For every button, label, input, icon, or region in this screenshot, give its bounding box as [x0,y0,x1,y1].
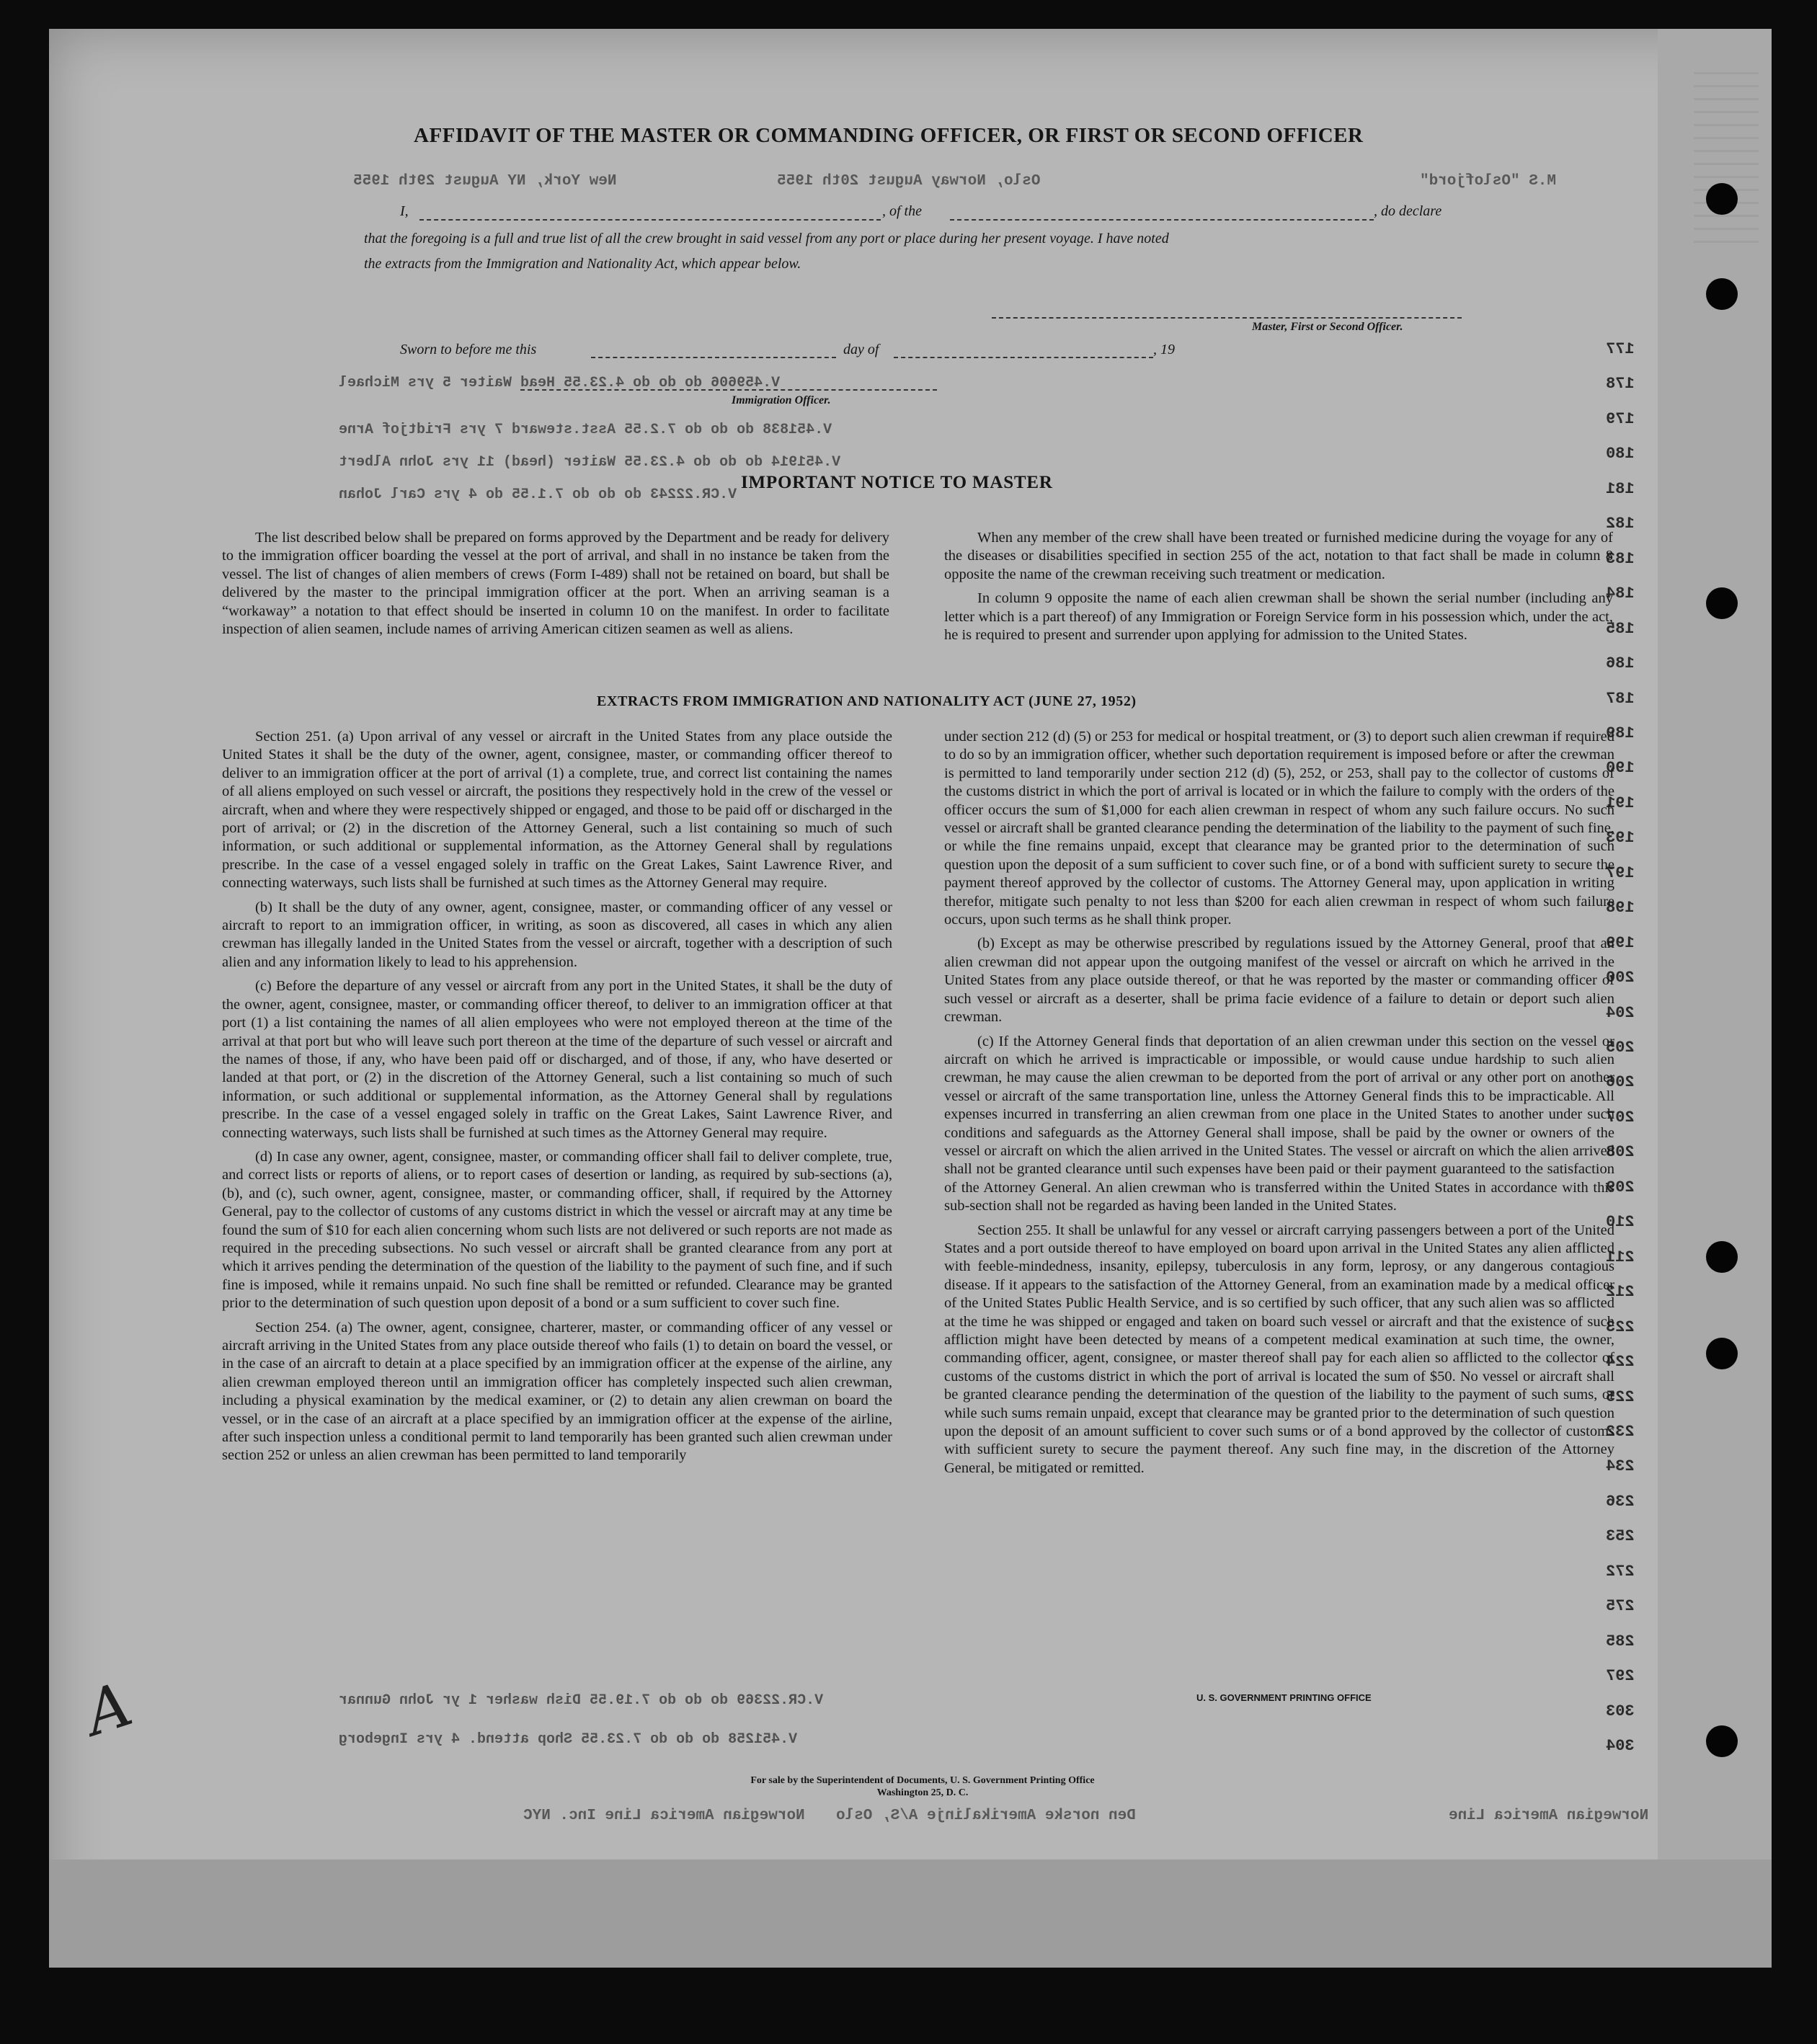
section-251-b: (b) It shall be the duty of any owner, agent, consignee, master, or commanding officer of any vessel or aircraft to report to an immigration officer, in writing, as soon as discovered, all cases in which any alien crewman has illegally landed in the United States from the vessel or aircraft, together with a description of such alien and any information likely to lead to his apprehension. [222,899,892,970]
sworn-label: Sworn to before me this [400,342,537,357]
bleed-through-row-number: 177 [1606,340,1635,358]
year-label: , 19 [1153,342,1175,357]
bleed-through-row-number: 197 [1606,863,1635,882]
extracts-heading: EXTRACTS FROM IMMIGRATION AND NATIONALITY ACT (JUNE 27, 1952) [597,693,1137,709]
i-label: I, [400,203,409,219]
typed-ship-name: M.S "Oslofjord" [1420,173,1557,190]
bleed-through-row-number: 223 [1606,1318,1635,1336]
bleed-through-row-number: 212 [1606,1283,1635,1302]
bleed-through-row-number: 303 [1606,1702,1635,1720]
affidavit-title: AFFIDAVIT OF THE MASTER OR COMMANDING OFFICER, OR FIRST OR SECOND OFFICER [414,124,1364,147]
bleed-through-row-number: 199 [1606,933,1635,952]
bleed-through-header-marks [1694,72,1759,245]
bleed-through-row-number: 185 [1606,619,1635,638]
bleed-through-row-number: 204 [1606,1003,1635,1022]
signature-line [992,317,1462,319]
signature-label: Master, First or Second Officer. [1252,321,1403,333]
punch-hole [1706,1338,1738,1369]
bleed-through-row-number: 205 [1606,1039,1635,1057]
name-line [419,219,881,221]
gpo-stamp: U. S. GOVERNMENT PRINTING OFFICE [1196,1692,1372,1703]
notice-left-paragraph: The list described below shall be prepared on forms approved by the Department and be ready for delivery to the immigration officer boarding the vessel at the port of arrival, and shall in no instance be taken from the vessel. The list of changes of alien members of crews (Form I-489) shall not be retained on board, but shall be delivered by the master to the principal immigration officer at the port. When an arriving seaman is a “workaway” a notation to that effect should be inserted in column 10 on the manifest. In order to facilitate inspection of alien seamen, include names of arriving American citizen seamen as well as aliens. [222,530,889,638]
typed-agent-1: Norwegian America Line [1449,1808,1649,1824]
bleed-through-row-number: 234 [1606,1457,1635,1476]
footer [649,1774,1196,1799]
paper-bottom-margin [49,1859,1772,1968]
typed-agent-3: Norwegian America Line Inc. NYC [523,1808,805,1824]
declaration-line-1: that the foregoing is a full and true list of all the crew brought in said vessel from any port or place during her present voyage. I have noted [364,231,1169,246]
bleed-through-row-number: 253 [1606,1527,1635,1546]
day-of-label: day of [843,342,879,357]
bleed-through-row-number: 285 [1606,1632,1635,1650]
notice-right-paragraph-1: When any member of the crew shall have been treated or furnished medicine during the voyage for any of the diseases or disabilities specified in section 255 of the act, notation to that fact shall be made in column 8 opposite the name of the crewman receiving such treatment or medication. [944,530,1613,582]
section-254-c: (c) If the Attorney General finds that deportation of an alien crewman under this section on the vessel or aircraft on which he arrived is impracticable or impossible, or would cause undue hardship to such alien crewman, he may cause the alien crewman to be deported from the port of arrival or any other port on another vessel or aircraft of the same transportation line, unless the Attorney General finds this to be impracticable. All expenses incurred in transferring an alien crewman from one place in the United States to another under such conditions and safeguards as the Attorney General shall impose, shall be paid by the owner or owners of the vessel or aircraft on which the alien arrived in the United States. The vessel or aircraft on which the alien arrived shall not be granted clearance until such expenses have been paid or their payment guaranteed to the satisfaction of the Attorney General. An alien crewman who is transferred within the United States in accordance with this sub-section shall not be regarded as having been landed in the United States. [944,1033,1614,1214]
section-254-b: (b) Except as may be otherwise prescribed by regulations issued by the Attorney General, proof that an alien crewman did not appear upon the outgoing manifest of the vessel or aircraft on which he arrived in the United States from any place outside thereof, or that he was reported by the master or commanding officer of such vessel or aircraft as a deserter, shall be prima facie evidence of a failure to detain or deport such alien crewman. [944,936,1614,1026]
bleed-through-row-number: 304 [1606,1737,1635,1755]
notice-right-column [944,529,1613,650]
notice-left-column [222,529,889,644]
punch-hole [1706,278,1738,310]
notice-right-paragraph-2: In column 9 opposite the name of each alien crewman shall be shown the serial number (including any letter which is a part thereof) of any Immigration or Foreign Service form in his possession which, under the act, he is required to present and surrender upon applying for admission to the United States. [944,590,1613,644]
bleed-through-row-number: 183 [1606,549,1635,568]
bleed-through-row-number: 189 [1606,724,1635,742]
section-255: Section 255. It shall be unlawful for any vessel or aircraft carrying passengers between a port of the United States and a port outside thereof to have employed on board upon arrival in the United States any alien afflicted with feeble-mindedness, insanity, epilepsy, tuberculosis in any form, leprosy, or any dangerous contagious disease. If it appears to the satisfaction of the Attorney General, from an examination made by a medical officer of the United States Public Health Service, and is so certified by such officer, that any such alien was so afflicted at the time he was shipped or engaged and taken on board such vessel or aircraft and that the existence of such affliction might have been detected by means of a competent medical examination at such time, the owner, commanding officer, agent, consignee, or master thereof shall pay for each alien so afflicted to the collector of customs of the customs district in which the port of arrival is located the sum of $50. No vessel or aircraft shall be granted clearance pending the determination of the question of the liability to the payment of such sums, or while such sums remain unpaid, except that clearance may be granted prior to the determination of such question upon the deposit of an amount sufficient to cover such sums or of a bond approved by the collector of customs with sufficient surety to secure the payment thereof. Any such fine may, in the discretion of the Attorney General, be mitigated or remitted. [944,1222,1614,1476]
bleed-through-row-number: 179 [1606,409,1635,428]
bleed-through-row-number: 224 [1606,1353,1635,1372]
vessel-line [950,219,1374,221]
section-251-c: (c) Before the departure of any vessel or aircraft from any port in the United States, it shall be the duty of the owner, agent, consignee, master, or commanding officer thereof, to deliver to an immigration officer at that port (1) a list containing the names of all alien employees who were not employed thereon at the time of the arrival at that port but who will leave such port thereon at the time of the departure of such vessel or aircraft and the names of those, if any, who have been paid off or discharged, and of those, if any, who have deserted or landed at that port, or (2) in the discretion of the Attorney General, such a list containing so much of such information, or such additional or supplemental information, as the Attorney General shall by regulations prescribe. In the case of a vessel engaged solely in traffic on the Great Lakes, Saint Lawrence River, and connecting waterways, such lists shall be furnished at such times as the Attorney General may require. [222,978,892,1141]
bleed-through-row-number: 207 [1606,1108,1635,1127]
bleed-through-row-number: 193 [1606,829,1635,848]
bleed-through-row-number: 184 [1606,585,1635,603]
bleed-through-row-number: 190 [1606,759,1635,778]
bleed-through-row-number: 272 [1606,1562,1635,1581]
bleed-through-row: V.CR.22369 do do do 7.19.55 Dish washer 1 yr John Gunnar [339,1692,824,1709]
extracts-right-column [944,728,1614,1483]
sworn-month-line [894,357,1153,358]
bleed-through-row-number: 225 [1606,1387,1635,1406]
bleed-through-row-number: 297 [1606,1667,1635,1686]
sworn-day-line [591,357,836,358]
of-the-label: , of the [882,203,922,219]
bleed-through-row-number: 206 [1606,1073,1635,1092]
bleed-through-row-number: 198 [1606,899,1635,917]
section-254-a: Section 254. (a) The owner, agent, consignee, charterer, master, or commanding officer of any vessel or aircraft arriving in the United States from any place outside thereof who fails (1) to detain on board the vessel, or in the case of an aircraft to detain at a place specified by an immigration officer at the expense of the airline, any alien crewman employed thereon until an immigration officer has completely inspected such alien crewman, including a physical examination by the medical examiner, or (2) to detain any alien crewman on board the vessel, or in the case of an aircraft at a place specified by an immigration officer at the expense of the airline, after such inspection unless a conditional permit to land temporarily has been granted such alien crewman under section 252 or unless an alien crewman has been permitted to land temporarily [222,1319,892,1464]
bleed-through-row-number: 191 [1606,794,1635,812]
bleed-through-row-number: 211 [1606,1248,1635,1266]
bleed-through-row: V.451914 do do do 4.23.55 Waiter (head) 11 yrs John Albert [339,454,841,471]
punch-hole [1706,1241,1738,1273]
bleed-through-row-number: 210 [1606,1213,1635,1232]
notice-heading: IMPORTANT NOTICE TO MASTER [741,473,1053,492]
typed-agent-2: Den norske Amerikalinje A/S, Oslo [836,1808,1136,1824]
typed-arrival-place: New York, NY August 29th 1955 [353,173,617,190]
bleed-through-row-number: 187 [1606,689,1635,708]
typed-departure-place: Oslo, Norway August 20th 1955 [777,173,1041,190]
paper-right-edge [1658,29,1772,1968]
bleed-through-row-number: 181 [1606,479,1635,498]
bleed-through-row: V.459606 do do do 4.23.55 Head Waiter 5 yrs Michael [339,375,781,391]
punch-hole [1706,183,1738,215]
bleed-through-row-number: 186 [1606,654,1635,673]
bleed-through-row-number: 180 [1606,445,1635,463]
section-254-a-continued: under section 212 (d) (5) or 253 for medical or hospital treatment, or (3) to deport such alien crewman if required to do so by an immigration officer, whether such deportation requirement is imposed before or after the crewman is permitted to land temporarily under section 212 (d) (5), 252, or 253, shall pay to the collector of customs of the customs district in which the port of arrival is located or in which the failure to comply with the orders of the officer occurs the sum of $1,000 for each alien crewman in respect of whom any such failure occurs. No such vessel or aircraft shall be granted clearance pending the determination of the liability to the payment of such fine, or while the fine remains unpaid, except that clearance may be granted prior to the determination of such question upon the deposit of a sum sufficient to cover such fine, or of a bond with sufficient surety to secure the payment thereof approved by the collector of customs. The Attorney General may, upon application in writing therefor, mitigate such penalty to not less than $200 for each alien crewman in respect of whom such failure occurs, upon such terms as he shall think proper. [944,729,1614,928]
do-declare-label: , do declare [1374,203,1442,219]
extracts-left-column [222,728,892,1471]
section-251-d: (d) In case any owner, agent, consignee, master, or commanding officer shall fail to deliver complete, true, and correct lists or reports of aliens, or to report cases of desertion or landing, as required by sub-sections (a), (b), and (c), such owner, agent, consignee, master, or commanding officer, shall, if required by the Attorney General, pay to the collector of customs of any customs district in which the vessel or aircraft may at any time be found the sum of $10 for each alien concerning whom such lists are not delivered or such reports are not made as required in the preceding subsections. No such vessel or aircraft shall be granted clearance from any port at which it arrives pending the determination of the question of the liability to the payment of such fine, and if such fine is imposed, while it remains unpaid. No such fine shall be remitted or refunded. Clearance may be granted prior to the determination of such question upon deposit of a bond or a sum sufficient to cover such fine. [222,1148,892,1312]
section-251-a: Section 251. (a) Upon arrival of any vessel or aircraft in the United States from any place outside the United States it shall be the duty of the owner, agent, consignee, master, or commanding officer thereof to deliver to an immigration officer at the port of arrival (1) a complete, true, and correct list containing the names of all aliens employed on such vessel or aircraft, the positions they respectively hold in the crew of the vessel or aircraft, when and where they were respectively shipped or engaged, and those to be paid off or discharged in the port of arrival; or (2) in the discretion of the Attorney General, such a list containing so much of such information, or such additional or supplemental information, as the Attorney General shall by regulations prescribe. In the case of a vessel engaged solely in traffic on the Great Lakes, Saint Lawrence River, and connecting waterways, such lists shall be furnished at such times as the Attorney General may require. [222,729,892,892]
bleed-through-row-number: 275 [1606,1597,1635,1616]
declaration-line-2: the extracts from the Immigration and Nationality Act, which appear below. [364,256,801,272]
footer-line-1: For sale by the Superintendent of Documents, U. S. Government Printing Office [750,1775,1095,1786]
bleed-through-row-number: 236 [1606,1492,1635,1511]
punch-hole [1706,1725,1738,1757]
bleed-through-row-number: 178 [1606,375,1635,394]
bleed-through-row: V.451258 do do do 7.23.55 Shop attend. 4 yrs Ingeborg [339,1731,798,1748]
bleed-through-row-number: 200 [1606,969,1635,987]
bleed-through-row-number: 208 [1606,1143,1635,1162]
immigration-officer-label: Immigration Officer. [732,394,831,406]
bleed-through-row: V.451838 do do do 7.2.55 Asst.steward 7 yrs Fridtjof Arne [339,422,832,438]
bleed-through-row-number: 209 [1606,1178,1635,1196]
footer-line-2: Washington 25, D. C. [876,1787,969,1798]
punch-hole [1706,587,1738,619]
bleed-through-row: V.CR.22243 do do do 7.1.55 do 4 yrs Carl Johan [339,486,737,503]
bleed-through-row-number: 232 [1606,1422,1635,1441]
bleed-through-row-number: 182 [1606,515,1635,533]
handwritten-margin-mark: A [76,1668,141,1749]
